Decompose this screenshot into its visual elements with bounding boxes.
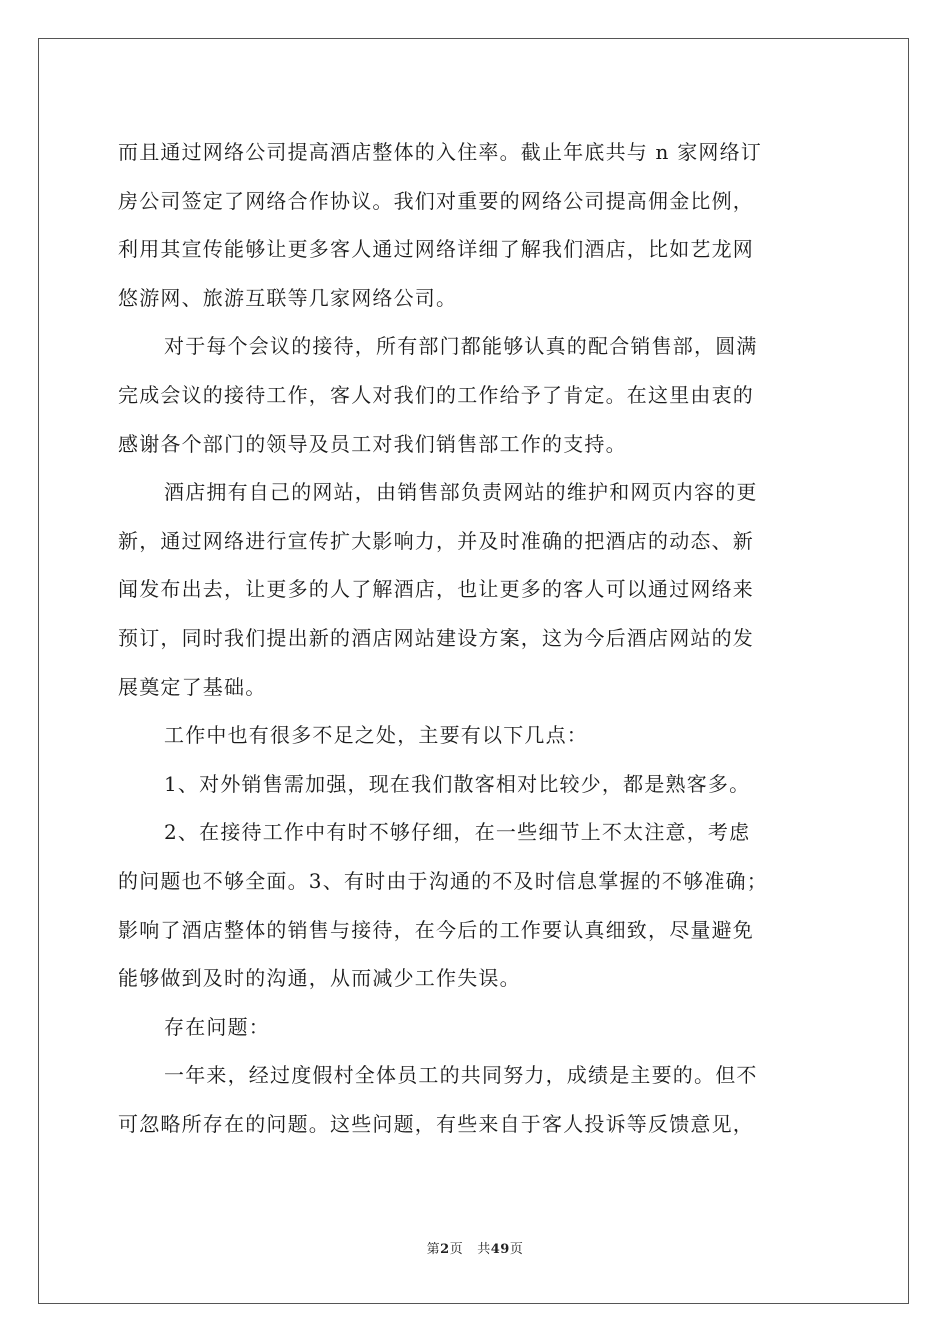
total-prefix: 共 — [477, 1242, 491, 1257]
text-line: 1、对外销售需加强，现在我们散客相对比较少，都是熟客多。 — [164, 771, 751, 796]
text-line: 感谢各个部门的领导及员工对我们销售部工作的支持。 — [118, 431, 627, 456]
text-line: 能够做到及时的沟通，从而减少工作失误。 — [118, 966, 521, 991]
text-line: 的问题也不够全面。3、有时由于沟通的不及时信息掌握的不够准确； — [118, 868, 768, 893]
page-unit: 页 — [449, 1242, 464, 1257]
text-line: 可忽略所存在的问题。这些问题，有些来自于客人投诉等反馈意见， — [118, 1111, 754, 1136]
total-unit: 页 — [509, 1242, 524, 1257]
text-line: 利用其宣传能够让更多客人通过网络详细了解我们酒店，比如艺龙网 — [118, 237, 754, 262]
page-footer — [0, 1238, 950, 1257]
document-body — [118, 128, 833, 1148]
text-line: 一年来，经过度假村全体员工的共同努力，成绩是主要的。但不 — [164, 1063, 758, 1088]
text-line: 预订，同时我们提出新的酒店网站建设方案，这为今后酒店网站的发 — [118, 625, 754, 650]
text-line: 工作中也有很多不足之处，主要有以下几点： — [164, 723, 588, 748]
text-line: 影响了酒店整体的销售与接待，在今后的工作要认真细致，尽量避免 — [118, 917, 754, 942]
text-line: 闻发布出去，让更多的人了解酒店，也让更多的客人可以通过网络来 — [118, 577, 754, 602]
text-line: 对于每个会议的接待，所有部门都能够认真的配合销售部，圆满 — [164, 334, 758, 359]
text-line: 酒店拥有自己的网站，由销售部负责网站的维护和网页内容的更 — [164, 480, 758, 505]
text-line: 存在问题： — [164, 1014, 270, 1039]
text-line: 悠游网、旅游互联等几家网络公司。 — [118, 285, 458, 310]
page-prefix: 第 — [426, 1242, 441, 1257]
text-line: 房公司签定了网络合作协议。我们对重要的网络公司提高佣金比例， — [118, 188, 754, 213]
page-current: 2 — [440, 1242, 450, 1257]
text-line: 新，通过网络进行宣传扩大影响力，并及时准确的把酒店的动态、新 — [118, 528, 754, 553]
text-line: 而且通过网络公司提高酒店整体的入住率。截止年底共与 n 家网络订 — [118, 140, 762, 164]
text-line: 展奠定了基础。 — [118, 674, 267, 699]
text-line: 完成会议的接待工作，客人对我们的工作给予了肯定。在这里由衷的 — [118, 382, 754, 407]
text-line: 2、在接待工作中有时不够仔细，在一些细节上不太注意，考虑 — [164, 820, 751, 845]
page-total: 49 — [490, 1242, 510, 1257]
